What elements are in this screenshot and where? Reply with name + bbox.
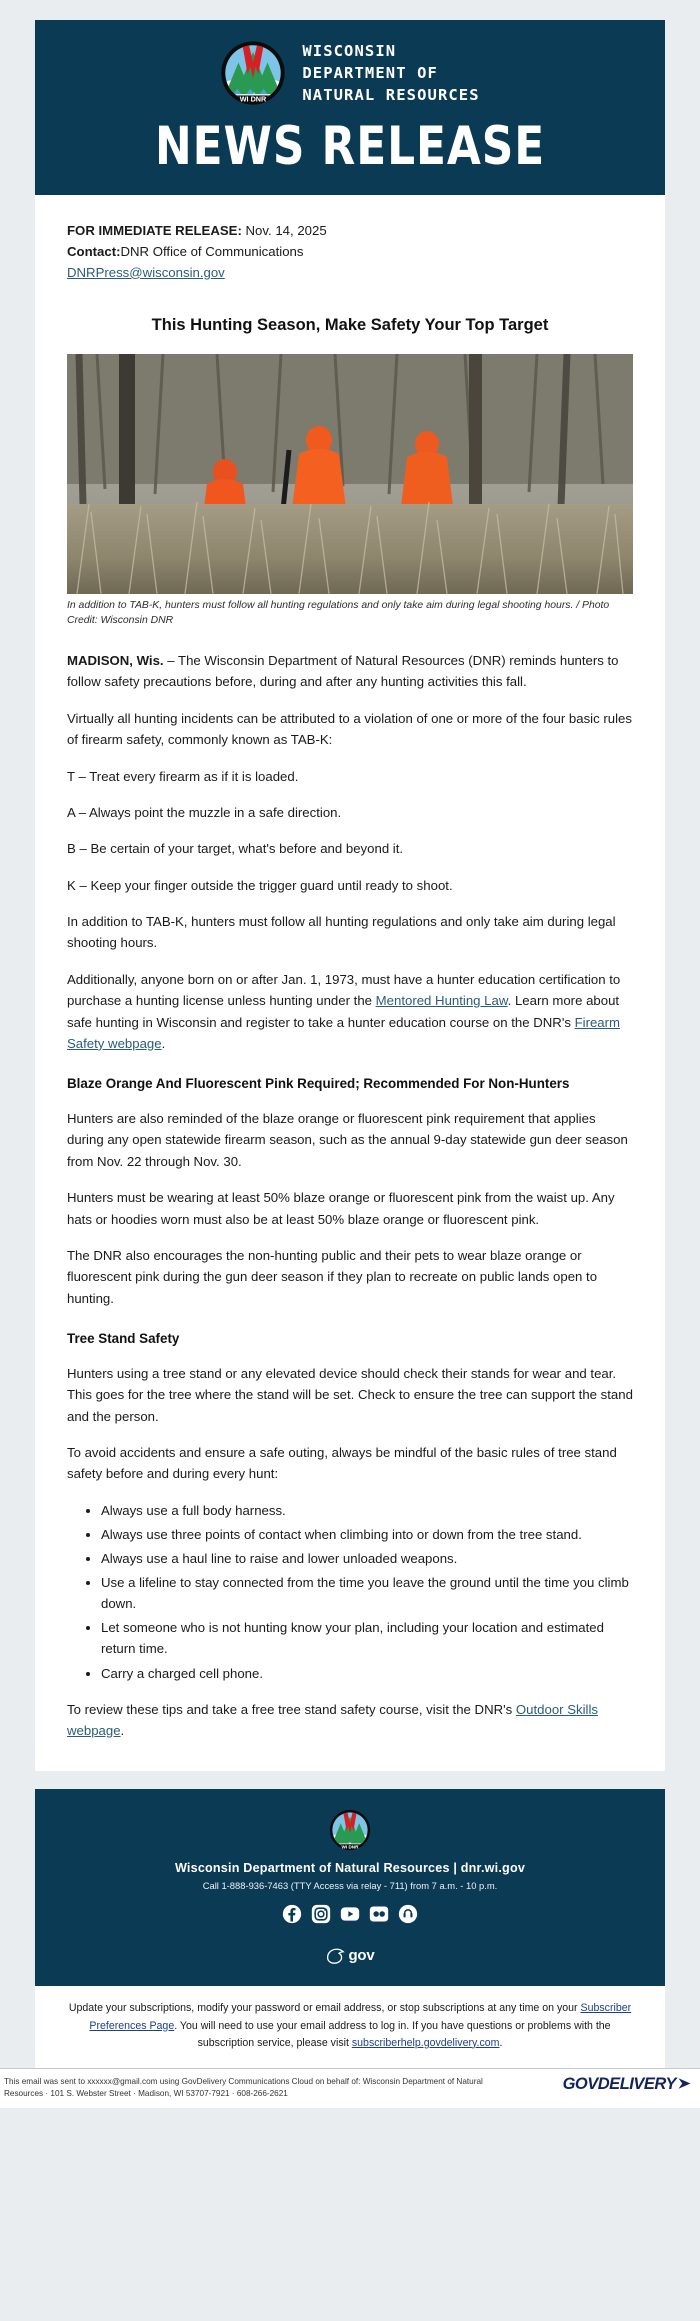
release-meta (67, 221, 633, 284)
svg-text:WI DNR: WI DNR (341, 1844, 359, 1850)
gov-word: gov (348, 1946, 375, 1964)
lead-paragraph (67, 650, 633, 693)
wi-dnr-logo-icon (220, 40, 286, 106)
photo-caption: In addition to TAB-K, hunters must follow all hunting regulations and only take aim during legal shooting hours. / Photo Credit: Wisconsin DNR (67, 599, 610, 626)
dateline: MADISON, Wis. (67, 653, 164, 668)
treestand-paragraph-1: Hunters using a tree stand or any elevated device should check their stands for wear and tear. This goes for the tree where the stand will be set. Check to ensure the tree can support the stand and the person. (67, 1365, 633, 1424)
tabk-a: A – Always point the muzzle in a safe direction. (67, 804, 342, 820)
treestand-paragraph-2: To avoid accidents and ensure a safe outing, always be mindful of the basic rules of tree stand safety before and during every hunt: (67, 1444, 617, 1482)
outro-text-a: To review these tips and take a free tree stand safety course, visit the DNR's (67, 1701, 516, 1717)
legal-line-2: Resources · 101 S. Webster Street · Madison, WI 53707-7921 · 608-266-2621 (4, 2089, 288, 2099)
brand-line-3: NATURAL RESOURCES (302, 86, 480, 104)
list-item: • Let someone who is not hunting know your plan, including your location and estimated return time. (101, 1617, 633, 1659)
lead-rest: – The Wisconsin Department of Natural Resources (DNR) reminds hunters to follow safety precautions before, during and after any hunting activities this fall. (67, 653, 619, 690)
education-text-c: . (161, 1035, 166, 1051)
list-item: • Always use three points of contact when climbing into or down from the tree stand. (101, 1524, 633, 1545)
news-release-title: NEWS RELEASE (154, 116, 546, 177)
release-date-line (67, 221, 633, 242)
section-heading-tree-stand-safety: Tree Stand Safety (67, 1331, 180, 1347)
masthead (35, 20, 665, 195)
release-label: FOR IMMEDIATE RELEASE: (67, 223, 242, 238)
list-item: • Always use a haul line to raise and lower unloaded weapons. (101, 1548, 633, 1569)
subscription-notice (35, 1986, 665, 2067)
outro-text-b: . (120, 1723, 125, 1739)
intro-paragraph: Virtually all hunting incidents can be attributed to a violation of one or more of the four basic rules of firearm safety, commonly known as TAB-K: (67, 710, 632, 748)
addition-paragraph: In addition to TAB-K, hunters must follow all hunting regulations and only take aim during legal shooting hours. (67, 914, 616, 951)
outdoor-skills-webpage-link[interactable]: Outdoor Skills webpage (67, 1701, 598, 1739)
subs-text-b: . You will need to use your email address to log in. If you have questions or problems with the subscription service, please visit (174, 2019, 611, 2049)
footer-org-line: Wisconsin Department of Natural Resources | dnr.wi.gov (174, 1861, 526, 1876)
tabk-b: B – Be certain of your target, what's before and beyond it. (67, 841, 404, 857)
gov-bird-icon (325, 1946, 345, 1964)
brand-wordmark (302, 40, 479, 106)
tabk-k: K – Keep your finger outside the trigger guard until ready to shoot. (67, 877, 453, 893)
tabk-t: T – Treat every firearm as if it is loaded. (67, 768, 299, 784)
list-item: • Always use a full body harness. (101, 1500, 633, 1521)
contact-label: Contact: (67, 243, 121, 259)
hunters-photo-icon (67, 354, 633, 594)
blaze-paragraph-3: The DNR also encourages the non-hunting public and their pets to wear blaze orange or fluorescent pink during the gun deer season if they plan to recreate on public lands open to hunting. (67, 1247, 598, 1306)
podcast-icon[interactable] (398, 1904, 418, 1924)
legal-strip (0, 2068, 700, 2109)
govdelivery-word: GOVDELIVERY (562, 2074, 676, 2093)
govdelivery-bird-icon (677, 2076, 692, 2091)
firearm-safety-webpage-link[interactable]: Firearm Safety webpage (67, 1014, 621, 1051)
outro-paragraph (67, 1699, 633, 1742)
mentored-hunting-law-link[interactable]: Mentored Hunting Law (375, 993, 508, 1009)
list-item: • Use a lifeline to stay connected from the time you leave the ground until the time you climb down. (101, 1572, 633, 1614)
brand-line-1: WISCONSIN (302, 42, 397, 60)
brand-line-2: DEPARTMENT OF (302, 64, 438, 82)
article-body (35, 195, 665, 1771)
youtube-icon[interactable] (340, 1904, 360, 1924)
subs-text-a: Update your subscriptions, modify your password or email address, or stop subscriptions at any time on your (68, 2002, 581, 2015)
subscriber-preferences-link[interactable]: Subscriber Preferences Page (89, 2002, 632, 2032)
contact-email-link[interactable]: DNRPress@wisconsin.gov (67, 264, 225, 280)
footer-phone-line: Call 1-888-936-7463 (TTY Access via relay - 711) from 7 a.m. - 10 p.m. (202, 1880, 498, 1892)
facebook-icon[interactable] (282, 1904, 302, 1924)
gov-delivery-mark (325, 1946, 374, 1964)
legal-line-1: This email was sent to xxxxxx@gmail.com using GovDelivery Communications Cloud on behalf of: Wisconsin Department of Natural (4, 2076, 483, 2086)
list-item: • Carry a charged cell phone. (101, 1663, 633, 1684)
wi-dnr-logo-icon (329, 1809, 371, 1851)
subscriber-help-link[interactable]: subscriberhelp.govdelivery.com (351, 2036, 500, 2049)
footer (35, 1789, 665, 1986)
blaze-paragraph-1: Hunters are also reminded of the blaze orange or fluorescent pink requirement that applies during any open statewide firearm season, such as the annual 9-day statewide gun deer season from Nov. 22 through Nov. 30. (67, 1111, 628, 1169)
education-paragraph (67, 969, 633, 1055)
instagram-icon[interactable] (311, 1904, 331, 1924)
legal-text (4, 2076, 483, 2101)
blaze-paragraph-2: Hunters must be wearing at least 50% blaze orange or fluorescent pink from the waist up. Any hats or hoodies worn must also be at least 50% blaze orange or fluorescent pink. (67, 1190, 615, 1227)
contact-line (67, 242, 633, 263)
section-heading-blaze-orange: Blaze Orange And Fluorescent Pink Required; Recommended For Non-Hunters (67, 1076, 570, 1092)
release-date: Nov. 14, 2025 (245, 223, 327, 238)
page-title: This Hunting Season, Make Safety Your Top Target (151, 315, 549, 334)
subs-text-c: . (499, 2036, 503, 2049)
article-photo (67, 354, 633, 594)
contact-value: DNR Office of Communications (120, 243, 304, 259)
tree-stand-tips-list (67, 1500, 633, 1684)
brand-row (220, 40, 479, 106)
flickr-icon[interactable] (369, 1904, 389, 1924)
email-card (35, 20, 665, 1771)
govdelivery-logo (563, 2076, 692, 2093)
education-text-a: Additionally, anyone born on or after Jan. 1, 1973, must have a hunter education certification to purchase a hunting license unless hunting under the (67, 971, 621, 1009)
svg-text:WI DNR: WI DNR (240, 94, 267, 104)
education-text-b: . Learn more about safe hunting in Wisconsin and register to take a hunter education course on the DNR's (67, 993, 620, 1030)
social-links (282, 1904, 418, 1924)
